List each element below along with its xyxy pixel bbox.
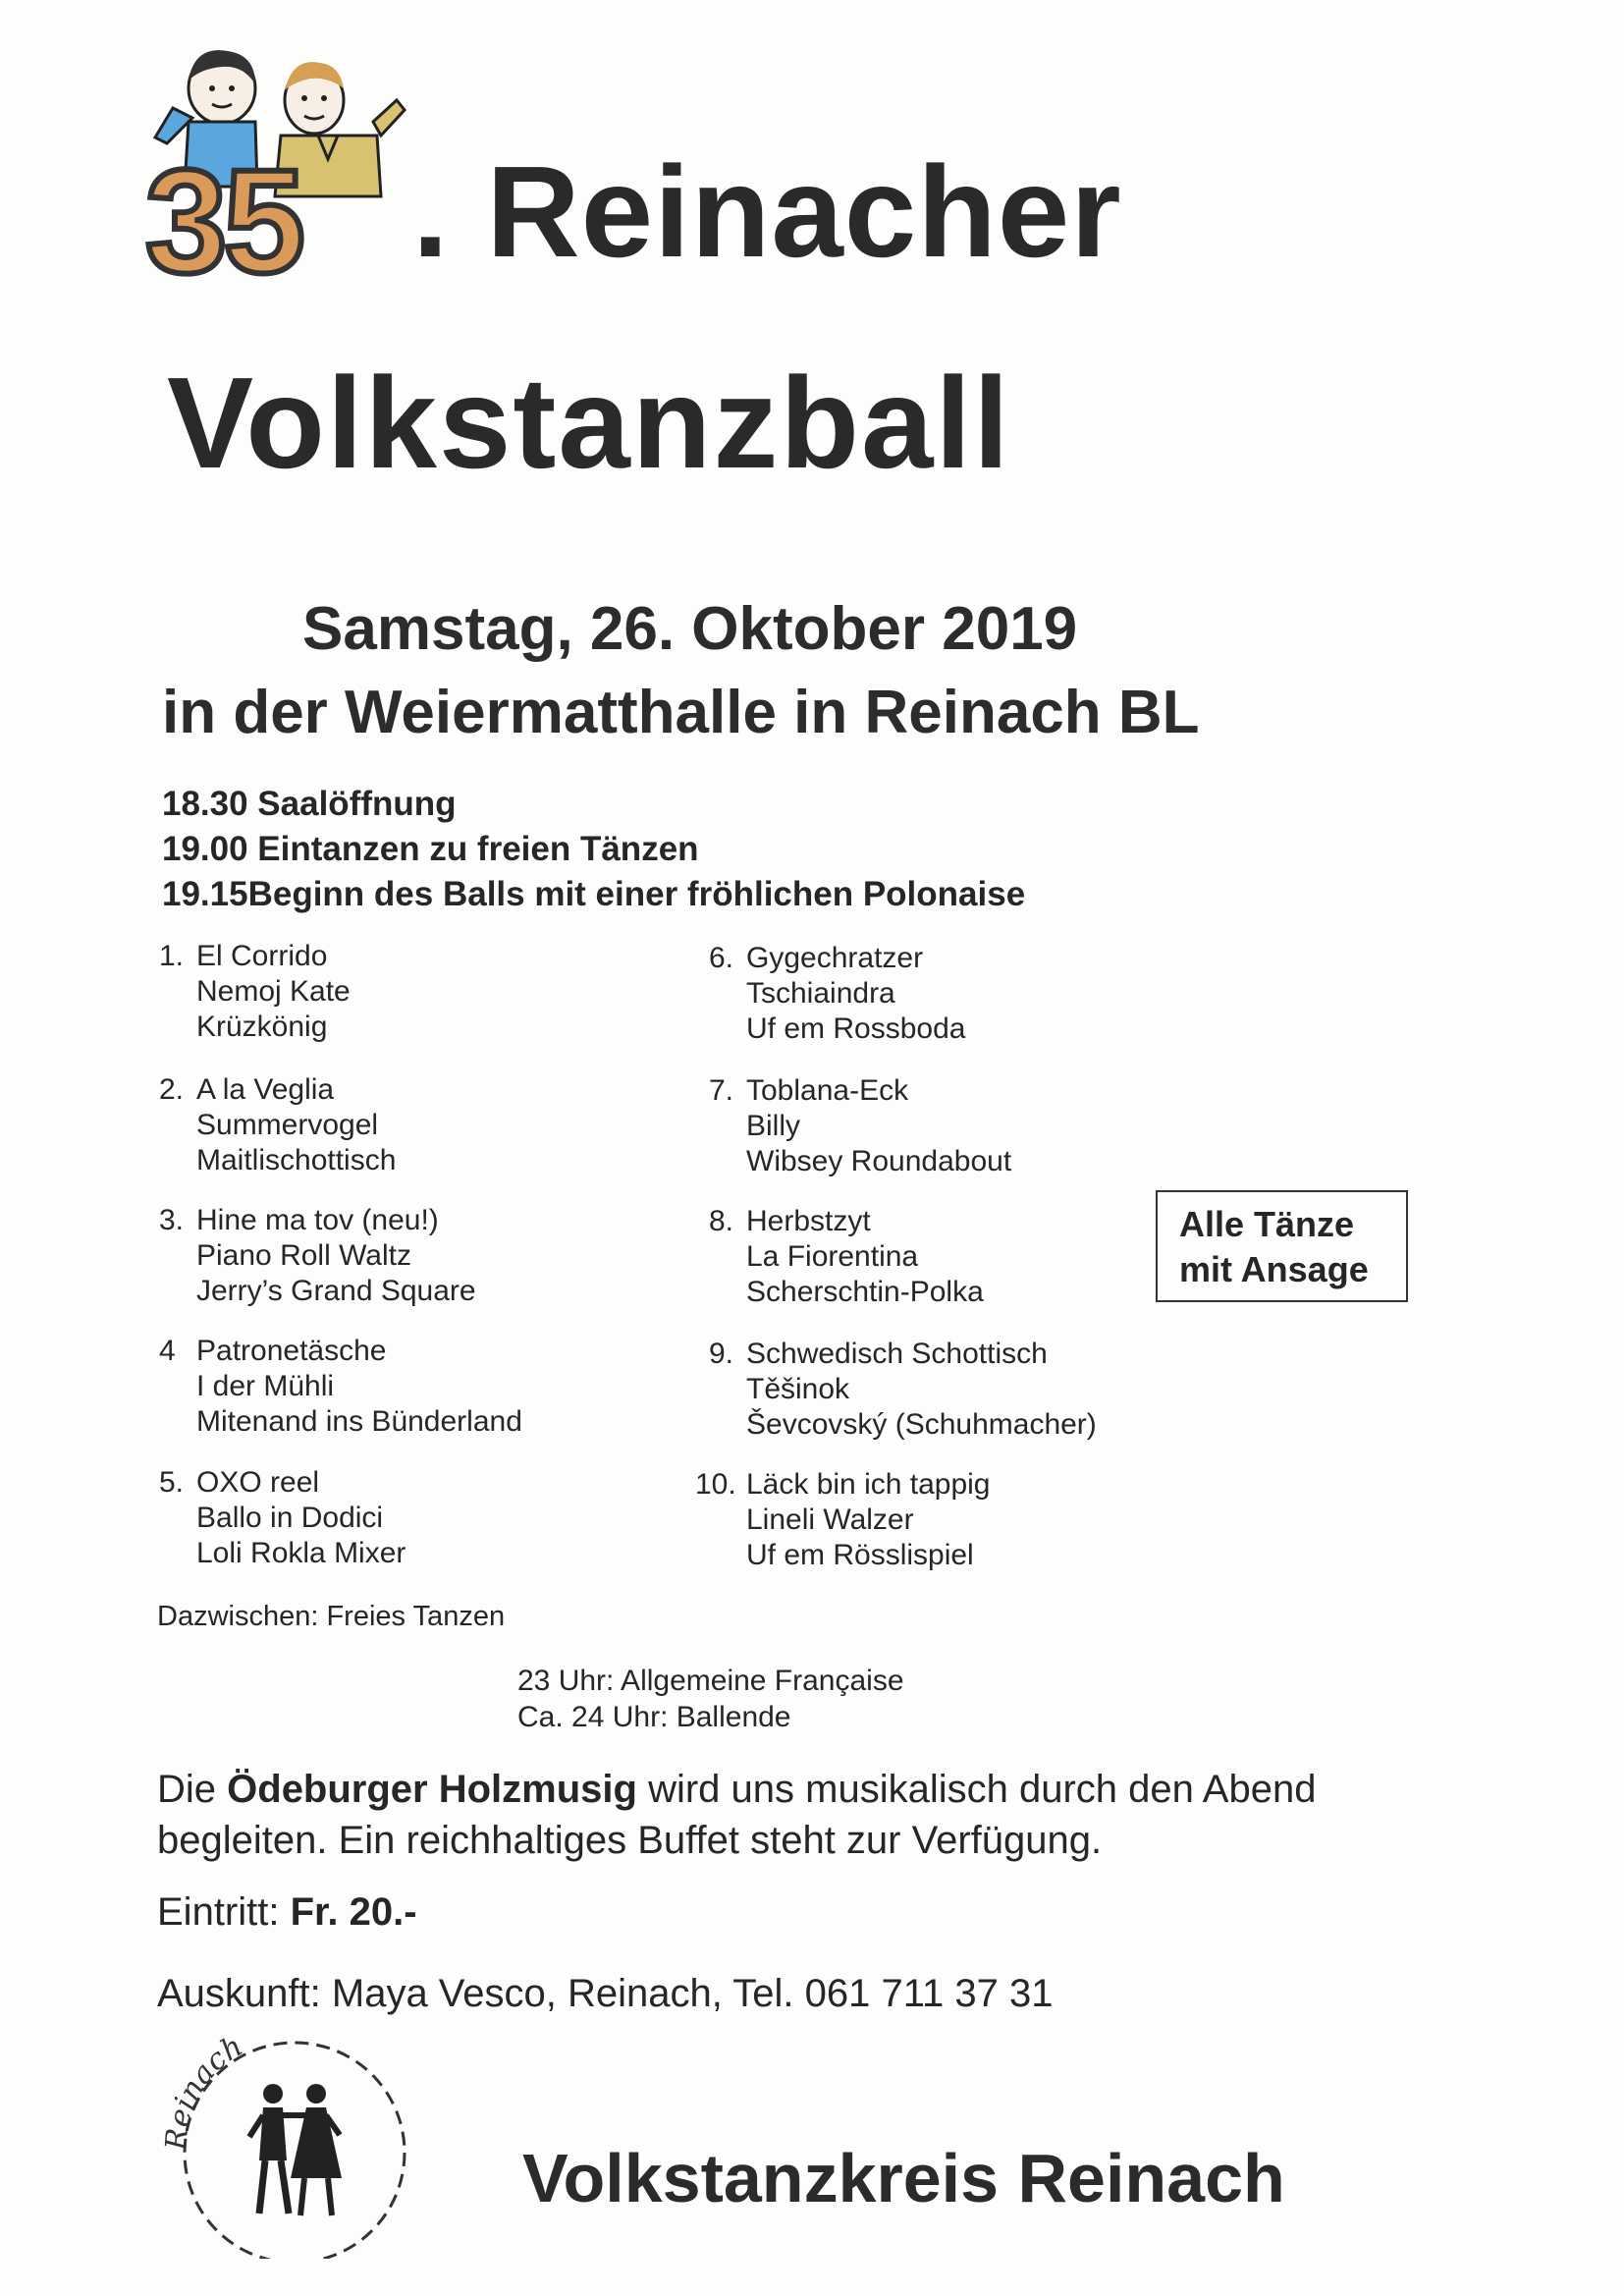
group-number: 5. (159, 1466, 185, 1499)
closing-item: 23 Uhr: Allgemeine Française (517, 1665, 904, 1697)
band-name: Ödeburger Holzmusig (227, 1768, 637, 1811)
dance-group-9 (709, 1337, 1097, 1443)
dance-name: Scherschtin-Polka (746, 1276, 984, 1308)
dance-name: Toblana-Eck (746, 1074, 909, 1107)
group-number: 6. (709, 942, 734, 974)
dance-group-10 (695, 1467, 991, 1573)
schedule-item: 19.15Beginn des Balls mit einer fröhlichen Polonaise (162, 875, 1026, 913)
dance-name: Läck bin ich tappig (746, 1468, 991, 1501)
dance-name: I der Mühli (196, 1370, 335, 1402)
entry-price: Fr. 20.- (290, 1890, 417, 1934)
group-number: 2. (159, 1073, 185, 1106)
group-number: 3. (159, 1204, 185, 1236)
dance-name: Herbstzyt (746, 1205, 871, 1237)
schedule (162, 782, 1025, 917)
dance-name: El Corrido (196, 940, 328, 972)
dance-name: Loli Rokla Mixer (196, 1537, 406, 1569)
title-line-2: Volkstanzball (167, 351, 1011, 495)
dance-group-1 (159, 939, 351, 1045)
dance-group-4 (159, 1334, 522, 1440)
dance-group-6 (709, 941, 965, 1047)
dance-name: OXO reel (196, 1466, 320, 1499)
between-note: Dazwischen: Freies Tanzen (157, 1601, 506, 1632)
dance-name: Tschiaindra (746, 977, 895, 1010)
dance-group-3 (159, 1203, 476, 1309)
dance-name: Maitlischottisch (196, 1144, 397, 1176)
entry-label: Eintritt: (157, 1890, 291, 1934)
dance-name: Summervogel (196, 1109, 379, 1141)
dance-group-2 (159, 1072, 396, 1178)
dance-name: Schwedisch Schottisch (746, 1338, 1048, 1370)
announcement-line: mit Ansage (1179, 1249, 1369, 1289)
dance-name: Lineli Walzer (746, 1503, 914, 1536)
music-text: begleiten. Ein reichhaltiges Buffet steht zur Verfügung. (157, 1819, 1103, 1862)
announcement-box (1156, 1190, 1408, 1302)
closing-times (517, 1663, 904, 1735)
group-number: 8. (709, 1205, 734, 1237)
dance-group-8 (709, 1204, 984, 1310)
anniversary-number: 35 (145, 138, 301, 303)
group-number: 7. (709, 1074, 734, 1107)
organizer-name: Volkstanzkreis Reinach (522, 2140, 1285, 2216)
dance-name: Patronetäsche (196, 1335, 387, 1367)
title-line-1: . Reinacher (412, 139, 1122, 284)
schedule-item: 18.30 Saalöffnung (162, 785, 457, 823)
group-number: 9. (709, 1338, 734, 1370)
event-venue: in der Weiermatthalle in Reinach BL (162, 679, 1200, 746)
music-text: wird uns musikalisch durch den Abend (636, 1768, 1317, 1811)
dance-name: Billy (746, 1110, 801, 1142)
dance-name: Hine ma tov (neu!) (196, 1204, 439, 1236)
dance-name: La Fiorentina (746, 1240, 919, 1273)
seal-text: Reinach (159, 2029, 249, 2152)
music-paragraph (157, 1764, 1316, 1866)
dance-name: Nemoj Kate (196, 975, 351, 1008)
dancing-couple-seal-icon (157, 2013, 422, 2259)
entry-fee (157, 1890, 417, 1935)
dance-name: Ballo in Dodici (196, 1502, 384, 1534)
dance-name: Ševcovský (Schuhmacher) (746, 1408, 1097, 1441)
group-number: 4 (159, 1335, 176, 1367)
music-text: Die (157, 1768, 228, 1811)
dance-group-7 (709, 1073, 1011, 1179)
announcement-line: Alle Tänze (1179, 1204, 1355, 1244)
event-date: Samstag, 26. Oktober 2019 (302, 595, 1078, 663)
dance-name: Uf em Rösslispiel (746, 1539, 974, 1571)
dance-name: Jerry’s Grand Square (196, 1275, 476, 1307)
group-number: 10. (695, 1468, 736, 1501)
dance-name: Těšinok (746, 1373, 850, 1405)
dance-name: Wibsey Roundabout (746, 1145, 1012, 1177)
closing-item: Ca. 24 Uhr: Ballende (517, 1701, 791, 1733)
dance-group-5 (159, 1465, 406, 1571)
dance-name: Piano Roll Waltz (196, 1239, 411, 1272)
dance-name: A la Veglia (196, 1073, 335, 1106)
group-number: 1. (159, 940, 185, 972)
dance-name: Uf em Rossboda (746, 1012, 966, 1045)
schedule-item: 19.00 Eintanzen zu freien Tänzen (162, 830, 699, 868)
dance-name: Gygechratzer (746, 942, 924, 974)
svg-text:Reinach (159, 2029, 248, 2153)
dance-name: Mitenand ins Bünderland (196, 1405, 522, 1438)
dance-name: Krüzkönig (196, 1011, 328, 1043)
contact-info: Auskunft: Maya Vesco, Reinach, Tel. 061 711 37 31 (157, 1972, 1054, 2015)
